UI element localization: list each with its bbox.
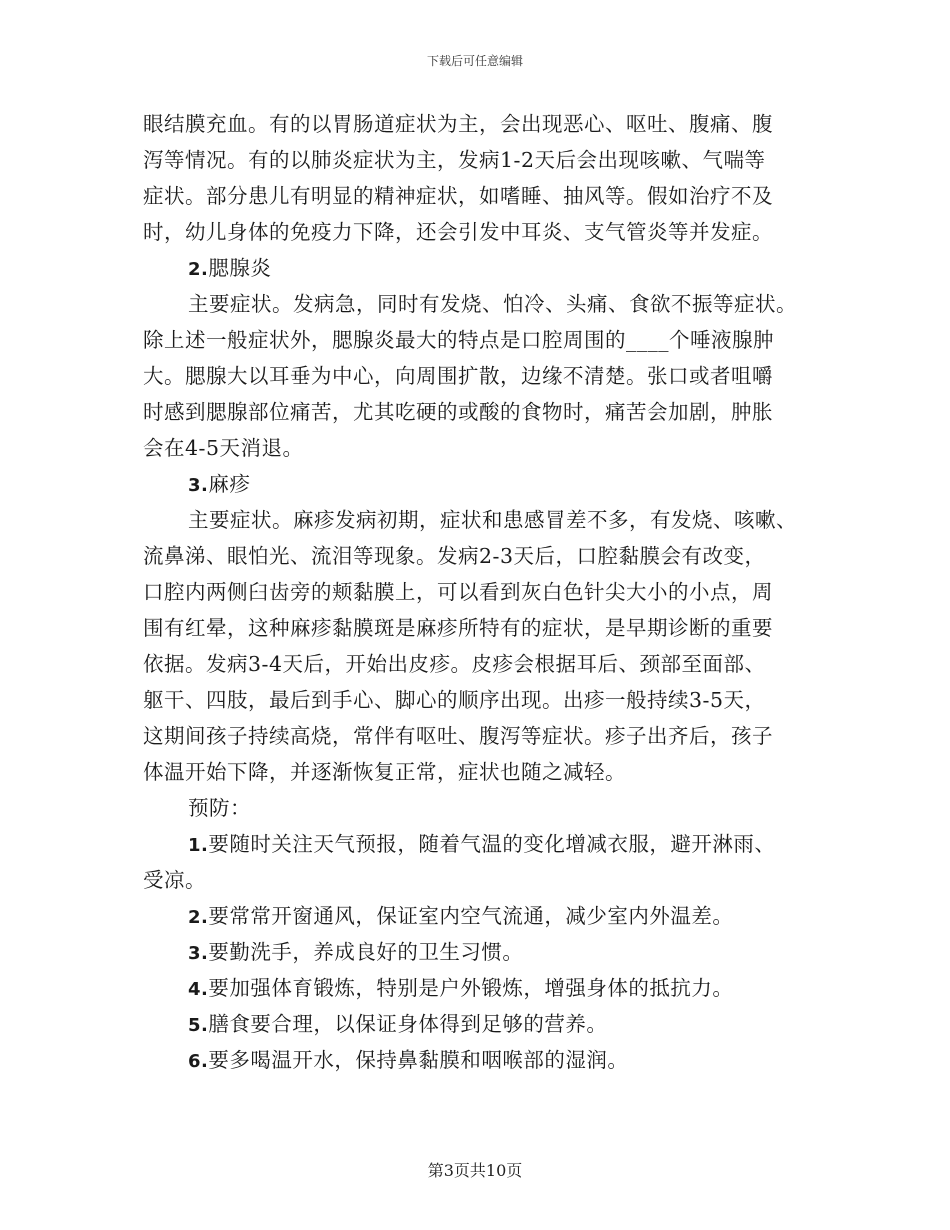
line-text: 依据。发病3-4天后，开始出皮疹。皮疹会根据耳后、颈部至面部、: [143, 652, 766, 676]
text-line: [143, 718, 813, 754]
line-text: 流鼻涕、眼怕光、流泪等现象。发病2-3天后，口腔黏膜会有改变，: [143, 544, 766, 568]
line-text: 预防：: [188, 796, 251, 820]
line-text: 除上述一般症状外，腮腺炎最大的特点是口腔周围的____个唾液腺肿: [143, 328, 774, 352]
list-number: 1.: [188, 835, 209, 856]
text-line: [143, 898, 813, 934]
line-text: 主要症状。发病急，同时有发烧、怕冷、头痛、食欲不振等症状。: [188, 292, 797, 316]
text-line: [143, 826, 813, 862]
text-line: [143, 1042, 813, 1078]
line-text: 躯干、四肢，最后到手心、脚心的顺序出现。出疹一般持续3-5天，: [143, 688, 766, 712]
list-number: 4.: [188, 979, 209, 1000]
line-text: 症状。部分患儿有明显的精神症状，如嗜睡、抽风等。假如治疗不及: [143, 184, 773, 208]
line-text: 要随时关注天气预报，随着气温的变化增减衣服，避开淋雨、: [208, 832, 776, 856]
line-text: 会在4-5天消退。: [143, 436, 304, 460]
list-number: 3.: [188, 943, 209, 964]
line-text: 主要症状。麻疹发病初期，症状和患感冒差不多，有发烧、咳嗽、: [188, 508, 797, 532]
text-line: [143, 934, 813, 970]
text-line: [143, 394, 813, 430]
text-line: [143, 106, 813, 142]
list-number: 2.: [188, 259, 209, 280]
text-line: [143, 286, 813, 322]
line-text: 要常常开窗通风，保证室内空气流通，减少室内外温差。: [208, 904, 734, 928]
list-number: 2.: [188, 907, 209, 928]
page-footer: 第3页共10页: [427, 1161, 523, 1180]
text-line: [143, 790, 813, 826]
text-line: [143, 142, 813, 178]
line-text: 体温开始下降，并逐渐恢复正常，症状也随之减轻。: [143, 760, 626, 784]
document-body: [143, 106, 813, 1078]
list-number: 3.: [188, 475, 209, 496]
line-text: 大。腮腺大以耳垂为中心，向周围扩散，边缘不清楚。张口或者咀嚼: [143, 364, 773, 388]
line-text: 麻疹: [208, 472, 251, 496]
text-line: [143, 862, 813, 898]
text-line: [143, 322, 813, 358]
text-line: [143, 754, 813, 790]
text-line: [143, 1006, 813, 1042]
line-text: 要加强体育锻炼，特别是户外锻炼，增强身体的抵抗力。: [208, 976, 734, 1000]
text-line: [143, 214, 813, 250]
text-line: [143, 430, 813, 466]
text-line: [143, 178, 813, 214]
text-line: [143, 538, 813, 574]
line-text: 要勤洗手，养成良好的卫生习惯。: [208, 940, 524, 964]
text-line: [143, 250, 813, 286]
line-text: 眼结膜充血。有的以胃肠道症状为主，会出现恶心、呕吐、腹痛、腹: [143, 112, 773, 136]
line-text: 这期间孩子持续高烧，常伴有呕吐、腹泻等症状。疹子出齐后，孩子: [143, 724, 773, 748]
line-text: 时，幼儿身体的免疫力下降，还会引发中耳炎、支气管炎等并发症。: [143, 220, 773, 244]
line-text: 口腔内两侧臼齿旁的颊黏膜上，可以看到灰白色针尖大小的小点，周: [143, 580, 773, 604]
line-text: 腮腺炎: [208, 256, 272, 280]
list-number: 5.: [188, 1015, 209, 1036]
line-text: 膳食要合理，以保证身体得到足够的营养。: [208, 1012, 608, 1036]
text-line: [143, 970, 813, 1006]
text-line: [143, 610, 813, 646]
page-header: 下载后可任意编辑: [426, 54, 523, 68]
line-text: 受凉。: [143, 868, 206, 892]
line-text: 要多喝温开水，保持鼻黏膜和咽喉部的湿润。: [208, 1048, 629, 1072]
line-text: 泻等情况。有的以肺炎症状为主，发病1-2天后会出现咳嗽、气喘等: [143, 148, 766, 172]
text-line: [143, 466, 813, 502]
text-line: [143, 502, 813, 538]
line-text: 时感到腮腺部位痛苦，尤其吃硬的或酸的食物时，痛苦会加剧，肿胀: [143, 400, 773, 424]
text-line: [143, 574, 813, 610]
text-line: [143, 358, 813, 394]
list-number: 6.: [188, 1051, 209, 1072]
line-text: 围有红晕，这种麻疹黏膜斑是麻疹所特有的症状，是早期诊断的重要: [143, 616, 773, 640]
text-line: [143, 646, 813, 682]
text-line: [143, 682, 813, 718]
